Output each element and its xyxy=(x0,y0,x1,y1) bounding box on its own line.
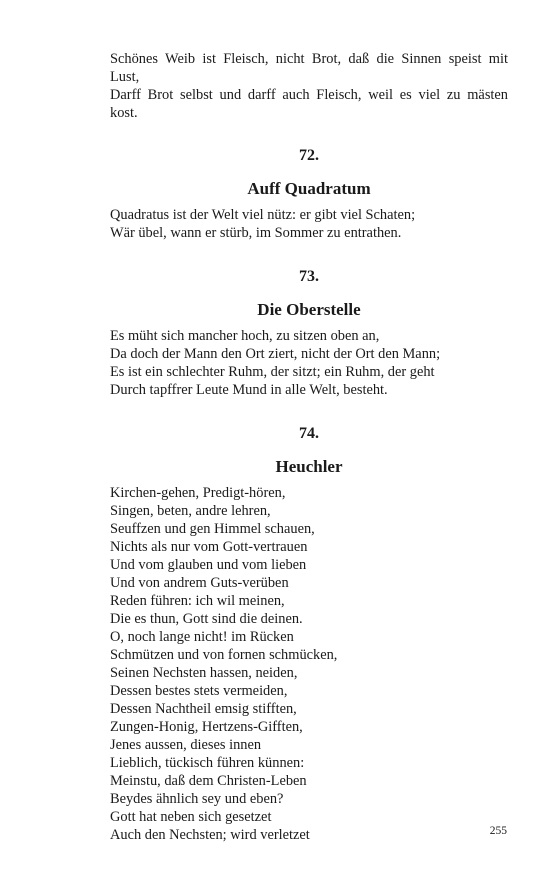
verse-line: kost. xyxy=(110,105,138,121)
verse-line: Und von andrem Guts-verüben xyxy=(110,575,289,591)
verse-line: Dessen Nachtheil emsig stifften, xyxy=(110,701,297,717)
verse-line: Seuffzen und gen Himmel schauen, xyxy=(110,521,315,537)
poem-title: Auff Quadratum xyxy=(247,179,371,198)
verse-line: Schmützen und von fornen schmücken, xyxy=(110,647,338,663)
verse-line: Schönes Weib ist Fleisch, nicht Brot, daß die Sinnen speist mit xyxy=(110,51,508,67)
poem-title: Die Oberstelle xyxy=(257,300,361,319)
verse-line: Und vom glauben und vom lieben xyxy=(110,557,307,573)
verse-line: Lieblich, tückisch führen künnen: xyxy=(110,755,305,771)
poem-title: Heuchler xyxy=(275,457,343,476)
verse-line: O, noch lange nicht! im Rücken xyxy=(110,629,294,645)
verse-line: Beydes ähnlich sey und eben? xyxy=(110,791,284,807)
verse-line: Seinen Nechsten hassen, neiden, xyxy=(110,665,298,681)
verse-line: Es müht sich mancher hoch, zu sitzen oben an, xyxy=(110,328,380,344)
verse-line: Es ist ein schlechter Ruhm, der sitzt; ein Ruhm, der geht xyxy=(110,364,435,380)
verse-line: Reden führen: ich wil meinen, xyxy=(110,593,285,609)
verse-line: Wär übel, wann er stürb, im Sommer zu entrathen. xyxy=(110,225,402,241)
verse-line: Die es thun, Gott sind die deinen. xyxy=(110,611,303,627)
poem-number: 74. xyxy=(299,425,319,442)
poem-number: 73. xyxy=(299,268,319,285)
verse-line: Da doch der Mann den Ort ziert, nicht der Ort den Mann; xyxy=(110,346,441,362)
verse-line: Kirchen-gehen, Predigt-hören, xyxy=(110,485,286,501)
poem-74 xyxy=(110,424,508,844)
verse-line: Lust, xyxy=(110,69,140,85)
page-body xyxy=(110,50,508,844)
intro-verse xyxy=(110,50,508,122)
poem-73 xyxy=(110,267,508,399)
verse-line: Singen, beten, andre lehren, xyxy=(110,503,271,519)
verse-line: Nichts als nur vom Gott-vertrauen xyxy=(110,539,308,555)
poem-number: 72. xyxy=(299,147,319,164)
verse-line: Quadratus ist der Welt viel nütz: er gibt viel Schaten; xyxy=(110,207,416,223)
page-number: 255 xyxy=(489,825,507,837)
verse-line: Darff Brot selbst und darff auch Fleisch, weil es viel zu mästen xyxy=(110,87,508,103)
verse-line: Dessen bestes stets vermeiden, xyxy=(110,683,288,699)
verse-line: Durch tapffrer Leute Mund in alle Welt, besteht. xyxy=(110,382,388,398)
verse-line: Jenes aussen, dieses innen xyxy=(110,737,262,753)
verse-line: Meinstu, daß dem Christen-Leben xyxy=(110,773,307,789)
verse-line: Gott hat neben sich gesetzet xyxy=(110,809,272,825)
verse-line: Zungen-Honig, Hertzens-Gifften, xyxy=(110,719,303,735)
verse-line: Auch den Nechsten; wird verletzet xyxy=(110,827,310,843)
poem-72 xyxy=(110,146,508,242)
